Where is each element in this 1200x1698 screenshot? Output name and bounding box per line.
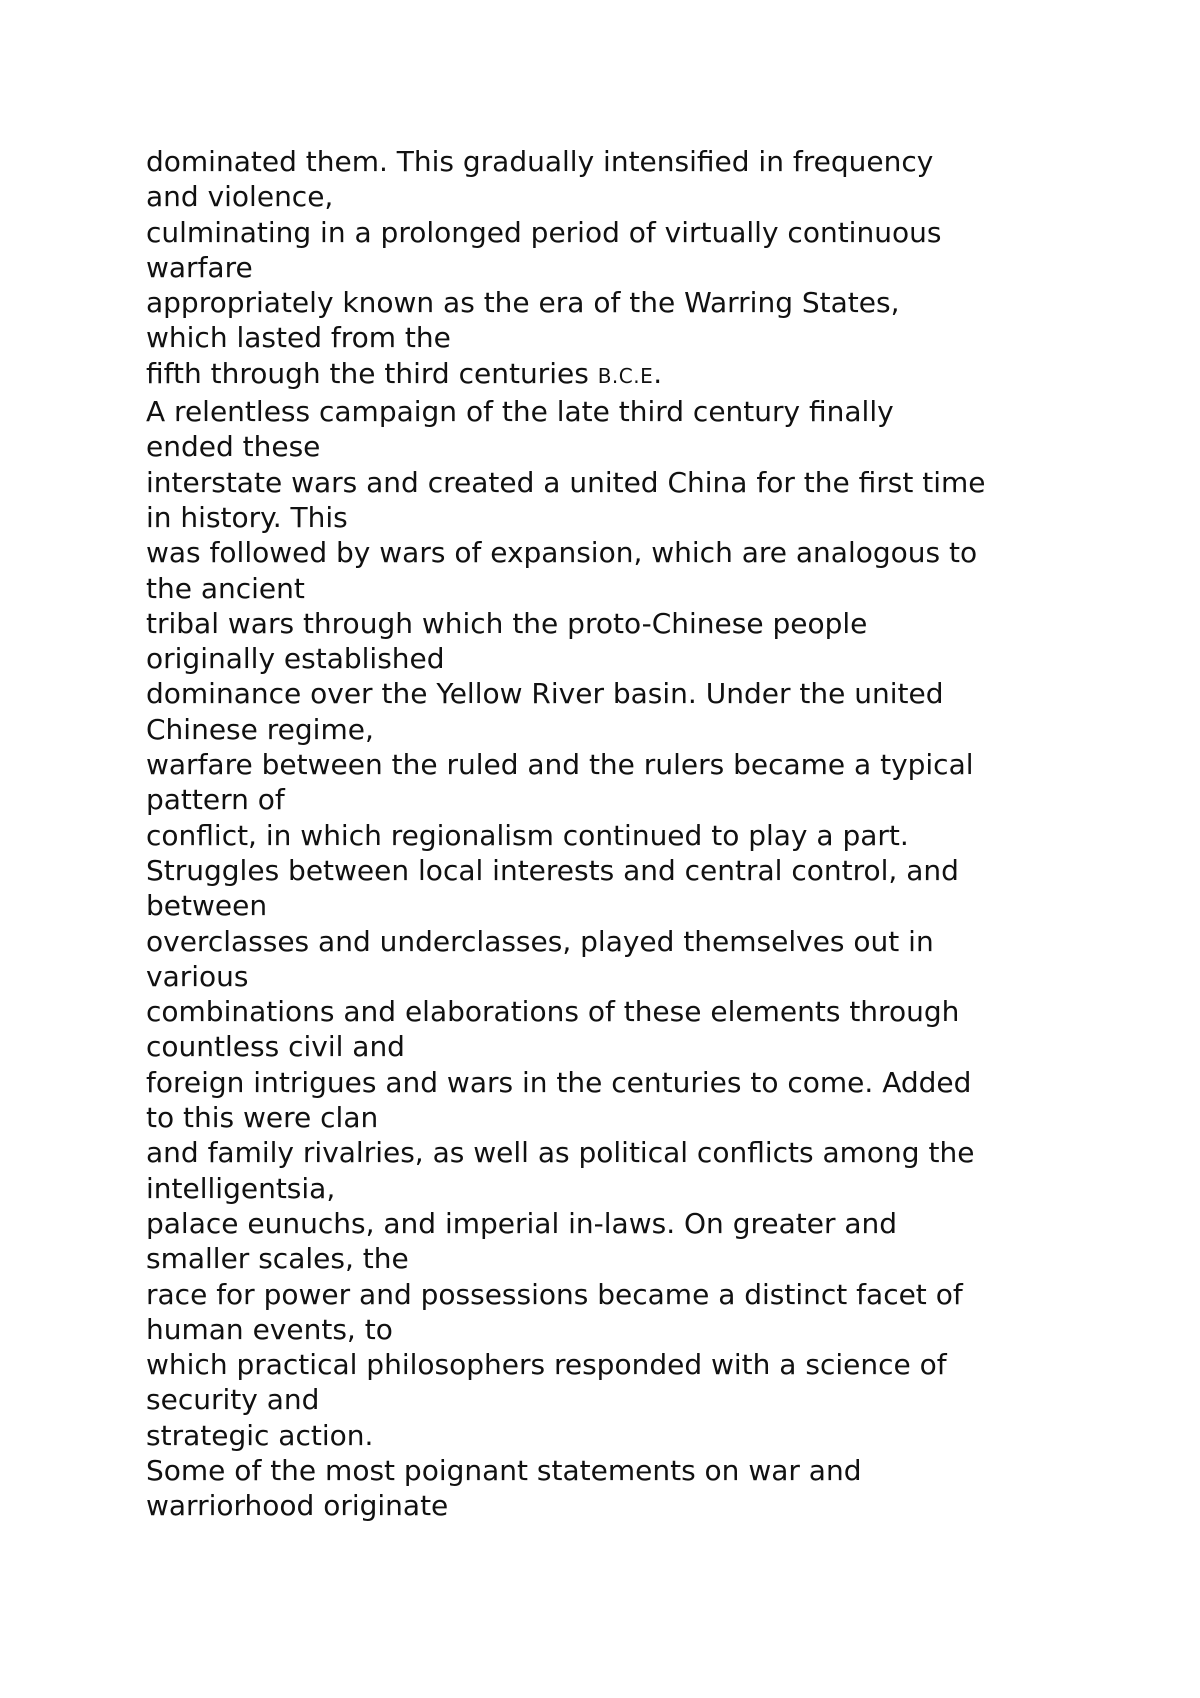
text-line: Chinese regime, [146,712,374,746]
text-line: overclasses and underclasses, played themselves out in [146,924,934,958]
text-line: culminating in a prolonged period of virtually continuous [146,215,942,249]
text-line: dominance over the Yellow River basin. Under the united [146,677,944,711]
text-line: security and [146,1383,320,1417]
text-line: pattern of [146,783,285,817]
text-line: and violence, [146,180,334,214]
text-line: which practical philosophers responded with a science of [146,1348,947,1382]
text-line: intelligentsia, [146,1171,336,1205]
text-line: Struggles between local interests and central control, and [146,853,959,887]
text-line: originally established [146,642,445,676]
text-line: race for power and possessions became a distinct facet of [146,1277,963,1311]
text-line: and family rivalries, as well as political conflicts among the [146,1136,975,1170]
text-line: to this were clan [146,1101,379,1135]
text-line: warfare between the ruled and the rulers became a typical [146,748,974,782]
body-text [146,144,1086,1524]
text-line: countless civil and [146,1030,405,1064]
era-abbreviation: B.C.E [597,363,654,388]
text-line: appropriately known as the era of the Warring States, [146,286,900,320]
text-line: tribal wars through which the proto-Chinese people [146,606,868,640]
text-line: combinations and elaborations of these elements through [146,995,960,1029]
text-line: A relentless campaign of the late third century finally [146,395,894,429]
text-line: fifth through the third centuries [146,356,598,390]
text-line: strategic action. [146,1418,374,1452]
text-line: the ancient [146,571,305,605]
text-line: ended these [146,430,321,464]
text-line-with-era [146,356,1086,394]
text-line: palace eunuchs, and imperial in-laws. On greater and [146,1206,898,1240]
text-line: dominated them. This gradually intensified in frequency [146,145,934,178]
text-line: Some of the most poignant statements on war and [146,1453,862,1487]
text-line: human events, to [146,1312,393,1346]
text-line: which lasted from the [146,321,451,355]
text-line: various [146,959,249,993]
text-line: between [146,889,268,923]
text-line: in history. This [146,500,348,534]
text-line: foreign intrigues and wars in the centuries to come. Added [146,1065,972,1099]
text-line: was followed by wars of expansion, which are analogous to [146,536,978,570]
text-line: smaller scales, the [146,1242,409,1276]
text-line: interstate wars and created a united China for the first time [146,465,986,499]
text-line: conflict, in which regionalism continued to play a part. [146,818,909,852]
text-line: warriorhood originate [146,1489,449,1523]
text-line: warfare [146,250,253,284]
era-period: . [653,356,663,390]
